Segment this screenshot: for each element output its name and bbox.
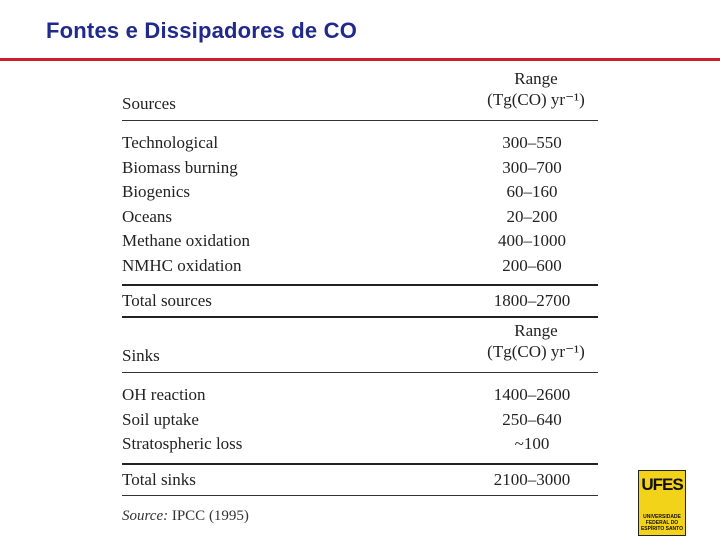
sources-range-header [466, 68, 606, 110]
logo-institution: UNIVERSIDADE FEDERAL DO ESPÍRITO SANTO [640, 514, 684, 532]
total-sinks-range: 2100–3000 [493, 469, 571, 489]
sources-header [122, 66, 598, 120]
sinks-range-header [466, 320, 606, 362]
logo-mark: UFES [641, 475, 683, 494]
sinks-range-title: Range [514, 321, 558, 340]
sources-range-title: Range [514, 69, 558, 88]
total-sinks-label: Total sinks [122, 469, 196, 489]
sink-name: Stratospheric loss [122, 434, 243, 453]
source-name: Technological [122, 133, 219, 152]
sink-name: OH reaction [122, 385, 206, 404]
source-range: 200–600 [502, 255, 562, 275]
sources-range-unit: (Tg(CO) yr⁻¹) [487, 90, 585, 109]
source-name: Oceans [122, 206, 173, 226]
table-row [122, 254, 598, 279]
sink-range: 1400–2600 [493, 385, 571, 404]
table-row [122, 205, 598, 230]
table-row [122, 408, 598, 433]
table-row [122, 131, 598, 156]
source-reference: IPCC (1995) [171, 507, 249, 524]
table-row [122, 229, 598, 254]
total-sources-range: 1800–2700 [493, 291, 571, 310]
sink-range: 250–640 [502, 409, 562, 429]
source-range: 400–1000 [498, 231, 566, 250]
source-range: 300–700 [502, 157, 562, 177]
sinks-header [122, 318, 598, 372]
source-range: 60–160 [506, 182, 558, 201]
source-name: NMHC oxidation [122, 255, 242, 275]
source-range: 20–200 [506, 206, 558, 226]
total-sources-label: Total sources [122, 291, 212, 310]
table-row [122, 180, 598, 205]
source-citation [122, 508, 598, 525]
table-row [122, 432, 598, 457]
co-budget-table [122, 66, 598, 525]
sinks-header-label: Sinks [122, 346, 160, 365]
source-name: Biogenics [122, 182, 190, 201]
sinks-range-unit: (Tg(CO) yr⁻¹) [487, 342, 585, 361]
table-row [122, 383, 598, 408]
source-range: 300–550 [502, 133, 562, 152]
source-name: Biomass burning [122, 157, 238, 177]
sources-header-label: Sources [122, 94, 176, 113]
slide-title: Fontes e Dissipadores de CO [46, 18, 358, 43]
sink-range: ~100 [514, 434, 550, 453]
source-label: Source: [122, 507, 169, 524]
source-name: Methane oxidation [122, 231, 250, 250]
sink-name: Soil uptake [122, 409, 199, 429]
table-row [122, 156, 598, 181]
total-sources-row [122, 286, 598, 316]
total-sinks-row [122, 465, 598, 495]
university-logo [638, 470, 686, 536]
footer-rule [122, 495, 598, 496]
title-divider [0, 58, 720, 61]
